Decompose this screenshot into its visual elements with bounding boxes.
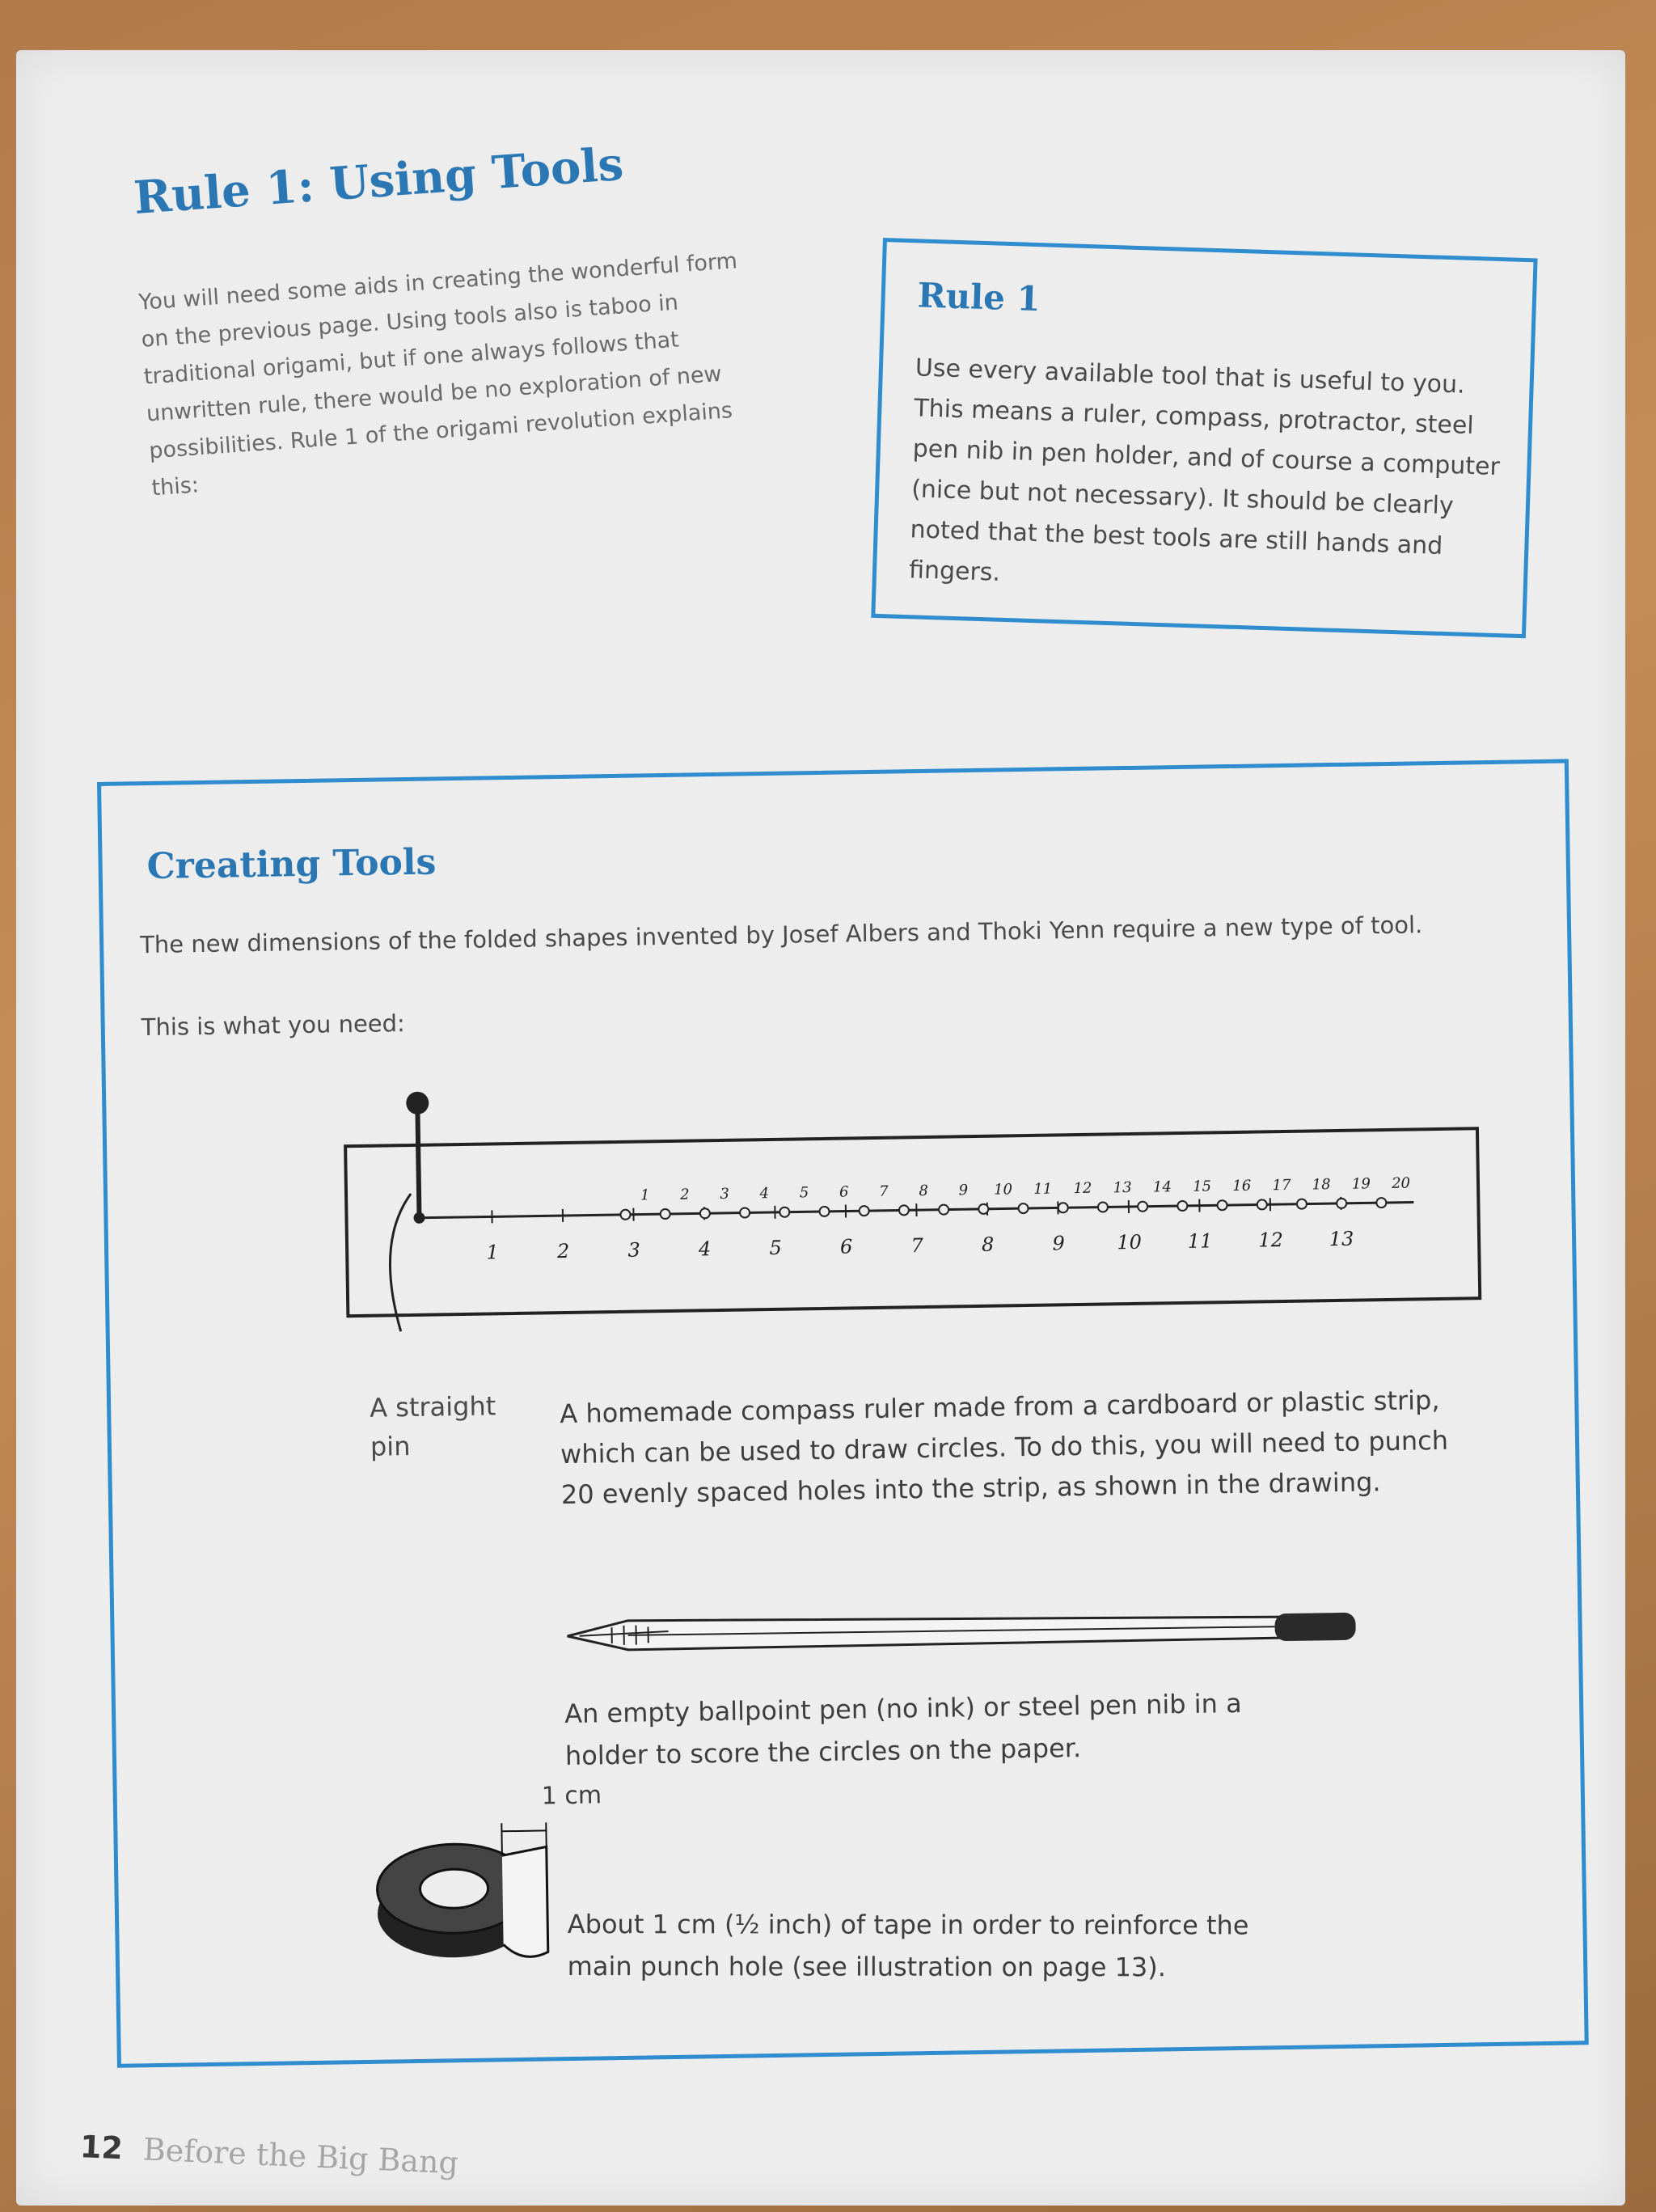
hole-label: 3 — [720, 1185, 730, 1203]
punch-hole — [700, 1208, 710, 1218]
measure-line — [501, 1830, 546, 1831]
hole-label: 20 — [1391, 1174, 1411, 1192]
creating-tools-title: Creating Tools — [146, 841, 437, 888]
punch-hole — [1098, 1202, 1108, 1212]
hole-label: 14 — [1152, 1178, 1172, 1196]
tape-roll-hole — [420, 1869, 488, 1909]
book-page — [16, 50, 1625, 2206]
hole-label: 19 — [1351, 1175, 1371, 1193]
tape-caption: About 1 cm (½ inch) of tape in order to reinforce the main punch hole (see illustration on page 13). — [567, 1909, 1249, 1983]
scale-label: 11 — [1187, 1229, 1213, 1253]
scale-label: 7 — [910, 1234, 923, 1258]
pen-cap — [1274, 1613, 1356, 1642]
hole-label: 16 — [1232, 1177, 1252, 1195]
punch-hole — [899, 1205, 909, 1215]
hole-label: 1 — [640, 1186, 650, 1204]
pen-caption: An empty ballpoint pen (no ink) or steel pen nib in a holder to score the circles on the paper. — [564, 1687, 1242, 1772]
rule-callout-title: Rule 1 — [917, 275, 1041, 319]
running-footer-title: Before the Big Bang — [142, 2131, 459, 2181]
scale-label: 10 — [1117, 1230, 1143, 1254]
punch-hole — [1337, 1199, 1346, 1208]
punch-hole — [1177, 1201, 1187, 1211]
intro-paragraph: You will need some aids in creating the wonderful form on the previous page. Using tools also is taboo in traditional origami, but if one always follows that unwritten rule, there would be no exploration of new possibilities. Rule 1 of the origami revolution explains this: — [137, 248, 738, 501]
punch-hole — [1217, 1200, 1227, 1210]
tape-measure-label: 1 cm — [541, 1781, 602, 1811]
hole-label: 5 — [799, 1184, 809, 1202]
punch-hole — [819, 1207, 829, 1216]
punch-hole — [620, 1210, 630, 1220]
section-title: Rule 1: Using Tools — [132, 137, 626, 225]
scale-label: 9 — [1052, 1232, 1065, 1255]
punch-hole — [740, 1208, 750, 1217]
punch-hole — [661, 1209, 670, 1219]
hole-label: 2 — [680, 1186, 690, 1203]
punch-hole — [1297, 1199, 1307, 1209]
hole-label: 7 — [879, 1182, 889, 1200]
rule-callout-text: Use every available tool that is useful to you. This means a ruler, compass, protractor, steel pen nib in pen holder, and of course a computer (nice but not necessary). It should be clearly noted that the best tools are still hands and fingers. — [908, 353, 1501, 587]
hole-label: 15 — [1192, 1178, 1212, 1195]
punch-hole — [1138, 1202, 1147, 1212]
ballpoint-pen-illustration — [563, 1591, 1372, 1669]
scale-label: 3 — [627, 1238, 641, 1262]
page-footer — [79, 2129, 459, 2180]
punch-hole — [978, 1204, 988, 1214]
page-number: 12 — [79, 2129, 124, 2167]
punch-hole — [779, 1208, 789, 1217]
tape-roll-illustration — [372, 1798, 568, 1979]
punch-hole — [1376, 1198, 1386, 1208]
pin-label: A straight pin — [369, 1390, 496, 1462]
punch-hole — [1058, 1203, 1068, 1212]
punch-hole — [860, 1206, 869, 1216]
hole-label: 18 — [1312, 1176, 1331, 1194]
measure-tick-left — [501, 1823, 502, 1855]
scale-label: 5 — [769, 1236, 783, 1260]
punch-hole — [1257, 1199, 1267, 1209]
creating-tools-box — [97, 759, 1589, 2067]
scale-label: 1 — [486, 1241, 500, 1264]
compass-ruler-caption: A homemade compass ruler made from a cardboard or plastic strip, which can be used to draw circles. To do this, you will need to punch 20 evenly spaced holes into the strip, as shown in the drawing. — [560, 1385, 1449, 1511]
scale-label: 12 — [1258, 1229, 1284, 1252]
creating-tools-intro: The new dimensions of the folded shapes invented by Josef Albers and Thoki Yenn require a new type of tool. — [139, 911, 1423, 959]
scale-label: 13 — [1329, 1227, 1354, 1251]
compass-ruler-illustration — [336, 1064, 1489, 1356]
hole-label: 13 — [1113, 1178, 1132, 1197]
hole-label: 9 — [958, 1182, 969, 1199]
hole-label: 6 — [839, 1183, 849, 1201]
punch-hole — [1018, 1203, 1028, 1213]
hole-label: 10 — [993, 1181, 1013, 1199]
scale-label: 2 — [556, 1239, 570, 1263]
pin-pointer-line — [389, 1194, 413, 1331]
hole-label: 12 — [1073, 1179, 1092, 1198]
creating-tools-need: This is what you need: — [141, 1009, 406, 1042]
pin-head — [406, 1092, 429, 1114]
pin-shaft — [417, 1105, 419, 1218]
hole-label: 4 — [759, 1185, 770, 1203]
scale-label: 8 — [981, 1233, 995, 1256]
rule-callout-box — [871, 238, 1537, 638]
scale-label: 6 — [839, 1235, 853, 1258]
tape-strip — [502, 1846, 548, 1956]
ruler-strip — [345, 1128, 1480, 1316]
hole-label: 8 — [919, 1182, 929, 1200]
punch-hole — [939, 1205, 948, 1215]
hole-label: 11 — [1033, 1180, 1053, 1198]
hole-label: 17 — [1272, 1176, 1291, 1195]
scale-label: 4 — [698, 1237, 712, 1261]
